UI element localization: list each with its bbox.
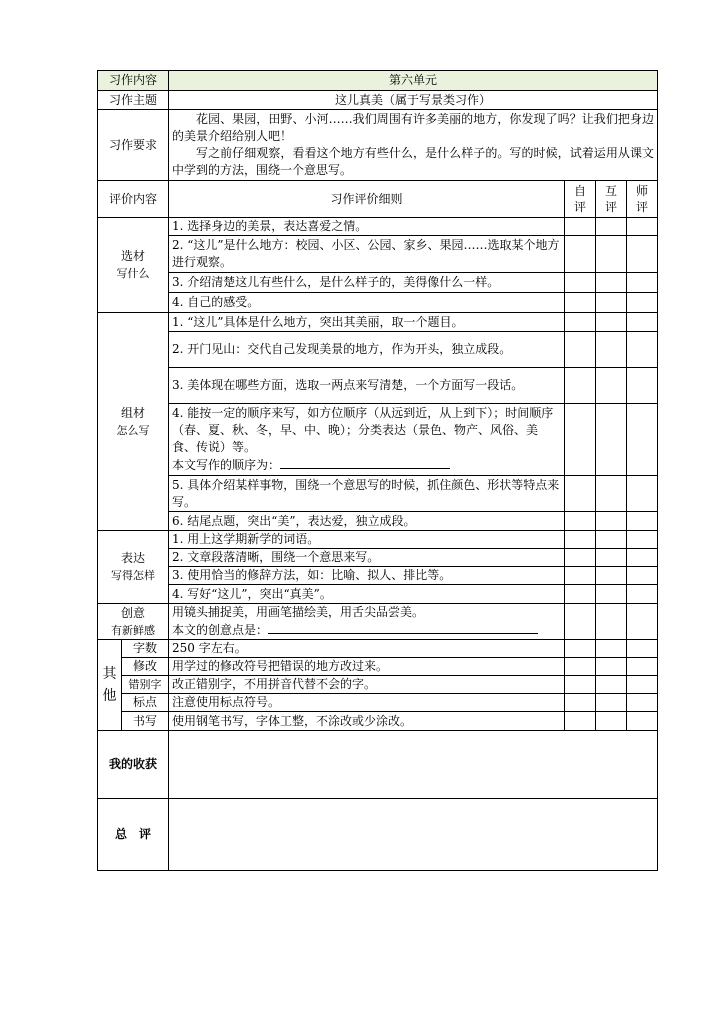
- peer-score-cell[interactable]: [596, 658, 627, 676]
- self-score-cell[interactable]: [565, 567, 596, 585]
- peer-score-cell[interactable]: [596, 293, 627, 313]
- criterion-item: 2. “这儿”是什么地方：校园、小区、公园、家乡、果园……选取某个地方进行观察。: [169, 236, 565, 273]
- self-score-cell[interactable]: [565, 676, 596, 694]
- self-score-cell[interactable]: [565, 476, 596, 512]
- teacher-score-cell[interactable]: [627, 313, 658, 332]
- category-title: 创意: [121, 605, 146, 620]
- teacher-score-cell[interactable]: [627, 585, 658, 604]
- category-title: 表达: [121, 551, 146, 565]
- other-label: 字数: [122, 640, 169, 658]
- peer-score-cell[interactable]: [596, 567, 627, 585]
- self-eval-header: 自评: [565, 181, 596, 218]
- peer-score-cell[interactable]: [596, 549, 627, 567]
- criterion-item: 1. 用上这学期新学的词语。: [169, 531, 565, 549]
- peer-score-cell[interactable]: [596, 313, 627, 332]
- order-blank[interactable]: [280, 456, 450, 469]
- order-line: [172, 456, 561, 474]
- eval-content-label: 评价内容: [98, 181, 169, 218]
- other-label: 错别字: [122, 676, 169, 694]
- self-score-cell[interactable]: [565, 332, 596, 368]
- self-score-cell[interactable]: [565, 218, 596, 236]
- peer-score-cell[interactable]: [596, 712, 627, 731]
- category-chuangyi: [98, 604, 169, 640]
- teacher-score-cell[interactable]: [627, 368, 658, 404]
- self-score-cell[interactable]: [565, 658, 596, 676]
- gain-label: 我的收获: [98, 731, 169, 799]
- peer-score-cell[interactable]: [596, 604, 627, 640]
- evaluation-sheet: [97, 70, 657, 871]
- criterion-item: 4. 自己的感受。: [169, 293, 565, 313]
- peer-score-cell[interactable]: [596, 332, 627, 368]
- teacher-score-cell[interactable]: [627, 658, 658, 676]
- self-score-cell[interactable]: [565, 585, 596, 604]
- order-label: 本文写作的顺序为：: [172, 458, 281, 472]
- peer-score-cell[interactable]: [596, 512, 627, 531]
- criterion-item: 注意使用标点符号。: [169, 694, 565, 712]
- teacher-eval-header: 师评: [627, 181, 658, 218]
- self-score-cell[interactable]: [565, 712, 596, 731]
- criterion-item: 6. 结尾点题，突出“美”，表达爱，独立成段。: [169, 512, 565, 531]
- teacher-score-cell[interactable]: [627, 694, 658, 712]
- criterion-item: [169, 604, 565, 640]
- category-qita: 其他: [98, 640, 122, 731]
- teacher-score-cell[interactable]: [627, 604, 658, 640]
- category-subtitle: 写得怎样: [111, 569, 155, 582]
- peer-score-cell[interactable]: [596, 368, 627, 404]
- criterion-item: 3. 使用恰当的修辞方法，如：比喻、拟人、排比等。: [169, 567, 565, 585]
- requirement-paragraph: 写之前仔细观察，看看这个地方有些什么，是什么样子的。写的时候，试着运用从课文中学到的方法，围绕一个意思写。: [172, 146, 655, 177]
- other-label: 修改: [122, 658, 169, 676]
- peer-score-cell[interactable]: [596, 531, 627, 549]
- teacher-score-cell[interactable]: [627, 712, 658, 731]
- criterion-item: 2. 文章段落清晰，围绕一个意思来写。: [169, 549, 565, 567]
- category-subtitle: 有新鲜感: [111, 623, 155, 637]
- gain-area[interactable]: [169, 731, 658, 799]
- comment-label: 总 评: [98, 799, 169, 871]
- requirement-paragraph: 花园、果园，田野、小河……我们周围有许多美丽的地方，你发现了吗？让我们把身边的美景介绍给别人吧！: [172, 112, 655, 143]
- peer-score-cell[interactable]: [596, 404, 627, 476]
- self-score-cell[interactable]: [565, 531, 596, 549]
- peer-eval-header: 互评: [596, 181, 627, 218]
- criterion-item: 1. “这儿”具体是什么地方，突出其美丽，取一个题目。: [169, 313, 565, 332]
- peer-score-cell[interactable]: [596, 218, 627, 236]
- peer-score-cell[interactable]: [596, 273, 627, 293]
- teacher-score-cell[interactable]: [627, 476, 658, 512]
- criterion-text: 用镜头捕捉美，用画笔描绘美，用舌尖品尝美。: [172, 605, 425, 619]
- eval-detail-label: 习作评价细则: [169, 181, 565, 218]
- criterion-item: 4. 写好“这儿”，突出“真美”。: [169, 585, 565, 604]
- criterion-item: 2. 开门见山：交代自己发现美景的地方，作为开头，独立成段。: [169, 332, 565, 368]
- category-subtitle: 写什么: [116, 267, 150, 280]
- teacher-score-cell[interactable]: [627, 531, 658, 549]
- teacher-score-cell[interactable]: [627, 404, 658, 476]
- category-title: 选材: [121, 249, 146, 263]
- self-score-cell[interactable]: [565, 368, 596, 404]
- self-score-cell[interactable]: [565, 549, 596, 567]
- criterion-item: 用学过的修改符号把错误的地方改过来。: [169, 658, 565, 676]
- self-score-cell[interactable]: [565, 313, 596, 332]
- teacher-score-cell[interactable]: [627, 640, 658, 658]
- criterion-item: 改正错别字，不用拼音代替不会的字。: [169, 676, 565, 694]
- self-score-cell[interactable]: [565, 236, 596, 273]
- theme-label: 习作主题: [98, 91, 169, 110]
- teacher-score-cell[interactable]: [627, 676, 658, 694]
- teacher-score-cell[interactable]: [627, 236, 658, 273]
- criterion-item: [169, 404, 565, 476]
- teacher-score-cell[interactable]: [627, 273, 658, 293]
- peer-score-cell[interactable]: [596, 640, 627, 658]
- theme-value: 这儿真美（属于写景类习作）: [169, 91, 658, 110]
- teacher-score-cell[interactable]: [627, 549, 658, 567]
- teacher-score-cell[interactable]: [627, 293, 658, 313]
- criterion-item: 5. 具体介绍某样事物，围绕一个意思写的时候，抓住颜色、形状等特点来写。: [169, 476, 565, 512]
- criterion-item: 3. 美体现在哪些方面，选取一两点来写清楚，一个方面写一段话。: [169, 368, 565, 404]
- requirement-text: [169, 110, 658, 181]
- peer-score-cell[interactable]: [596, 236, 627, 273]
- criterion-text: 4. 能按一定的顺序来写，如方位顺序（从远到近，从上到下）；时间顺序（春、夏、秋、冬，早、中、晚）；分类表达（景色、物产、风俗、美食、传说）等。: [172, 406, 554, 454]
- category-zucai: [98, 313, 169, 531]
- category-subtitle: 怎么写: [116, 423, 150, 437]
- creative-label: 本文的创意点是：: [172, 623, 269, 637]
- requirement-label: 习作要求: [98, 110, 169, 181]
- teacher-score-cell[interactable]: [627, 218, 658, 236]
- self-score-cell[interactable]: [565, 694, 596, 712]
- criterion-item: 3. 介绍清楚这儿有些什么，是什么样子的，美得像什么一样。: [169, 273, 565, 293]
- evaluation-table: [97, 70, 658, 871]
- content-value: 第六单元: [169, 71, 658, 91]
- comment-area[interactable]: [169, 799, 658, 871]
- content-label: 习作内容: [98, 71, 169, 91]
- teacher-score-cell[interactable]: [627, 567, 658, 585]
- self-score-cell[interactable]: [565, 273, 596, 293]
- self-score-cell[interactable]: [565, 512, 596, 531]
- teacher-score-cell[interactable]: [627, 512, 658, 531]
- creative-line: [172, 621, 561, 639]
- criterion-item: 1. 选择身边的美景，表达喜爱之情。: [169, 218, 565, 236]
- peer-score-cell[interactable]: [596, 476, 627, 512]
- teacher-score-cell[interactable]: [627, 332, 658, 368]
- peer-score-cell[interactable]: [596, 676, 627, 694]
- peer-score-cell[interactable]: [596, 585, 627, 604]
- creative-blank[interactable]: [268, 621, 538, 634]
- self-score-cell[interactable]: [565, 404, 596, 476]
- self-score-cell[interactable]: [565, 640, 596, 658]
- peer-score-cell[interactable]: [596, 694, 627, 712]
- criterion-item: 使用钢笔书写，字体工整，不涂改或少涂改。: [169, 712, 565, 731]
- category-title: 组材: [121, 405, 146, 420]
- category-biaoda: [98, 531, 169, 604]
- self-score-cell[interactable]: [565, 293, 596, 313]
- other-label: 标点: [122, 694, 169, 712]
- self-score-cell[interactable]: [565, 604, 596, 640]
- criterion-item: 250 字左右。: [169, 640, 565, 658]
- other-label: 书写: [122, 712, 169, 731]
- category-xuancai: [98, 218, 169, 313]
